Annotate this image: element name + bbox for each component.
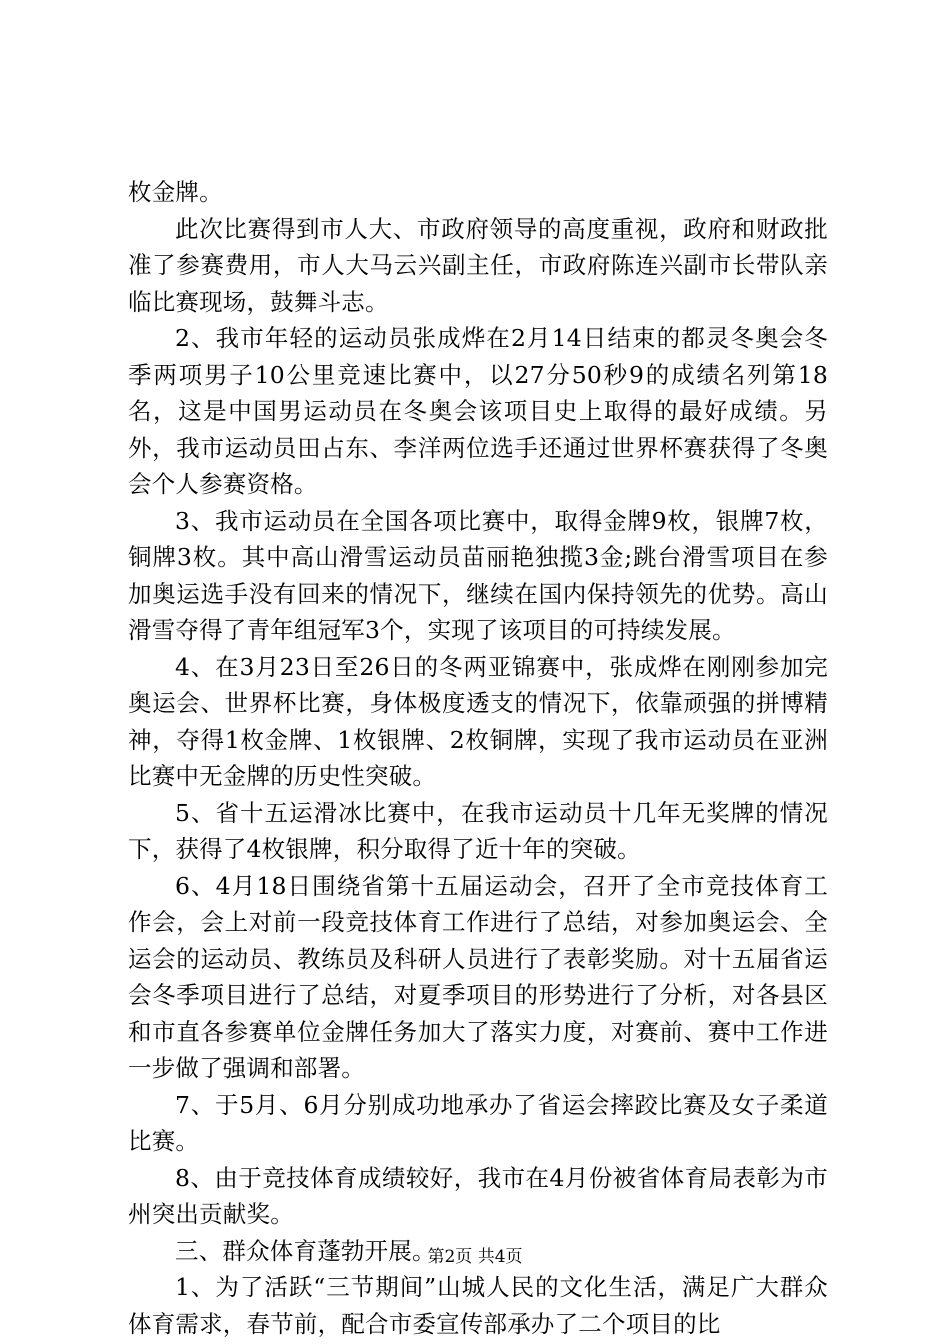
body-paragraph: 4、在3月23日至26日的冬两亚锦赛中，张成烨在刚刚参加完奥运会、世界杯比赛，身体极度透支的情况下，依靠顽强的拼博精神，夺得1枚金牌、1枚银牌、2枚铜牌，实现了我市运动员在亚洲比赛中无金牌的历史性突破。 — [128, 652, 828, 790]
body-paragraph: 8、由于竞技体育成绩较好，我市在4月份被省体育局表彰为市州突出贡献奖。 — [128, 1163, 828, 1228]
body-paragraph: 2、我市年轻的运动员张成烨在2月14日结束的都灵冬奥会冬季两项男子10公里竞速比赛中，以27分50秒9的成绩名列第18名，这是中国男运动员在冬奥会该项目史上取得的最好成绩。另外，我市运动员田占东、李洋两位选手还通过世界杯赛获得了冬奥会个人参赛资格。 — [128, 324, 828, 498]
body-paragraph: 枚金牌。 — [128, 178, 223, 206]
body-paragraph: 此次比赛得到市人大、市政府领导的高度重视，政府和财政批准了参赛费用，市人大马云兴副主任，市政府陈连兴副市长带队亲临比赛现场，鼓舞斗志。 — [128, 214, 828, 316]
page-footer: 第2页 共4页 — [427, 1247, 523, 1267]
body-paragraph: 1、为了活跃“三节期间”山城人民的文化生活，满足广大群众体育需求，春节前，配合市委宣传部承办了二个项目的比 — [128, 1273, 828, 1338]
body-paragraph: 5、省十五运滑冰比赛中，在我市运动员十几年无奖牌的情况下，获得了4枚银牌，积分取得了近十年的突破。 — [128, 798, 828, 863]
body-paragraph: 三、群众体育蓬勃开展。 — [175, 1236, 436, 1265]
body-paragraph: 3、我市运动员在全国各项比赛中，取得金牌9枚，银牌7枚，铜牌3枚。其中高山滑雪运动员苗丽艳独揽3金;跳台滑雪项目在参加奥运选手没有回来的情况下，继续在国内保持领先的优势。高山滑雪夺得了青年组冠军3个，实现了该项目的可持续发展。 — [128, 506, 828, 644]
document-body — [128, 174, 828, 1342]
body-paragraph: 7、于5月、6月分别成功地承办了省运会摔跤比赛及女子柔道比赛。 — [128, 1090, 828, 1155]
body-paragraph: 6、4月18日围绕省第十五届运动会，召开了全市竞技体育工作会，会上对前一段竞技体育工作进行了总结，对参加奥运会、全运会的运动员、教练员及科研人员进行了表彰奖励。对十五届省运会冬季项目进行了总结，对夏季项目的形势进行了分析，对各县区和市直各参赛单位金牌任务加大了落实力度，对赛前、赛中工作进一步做了强调和部署。 — [128, 871, 828, 1082]
